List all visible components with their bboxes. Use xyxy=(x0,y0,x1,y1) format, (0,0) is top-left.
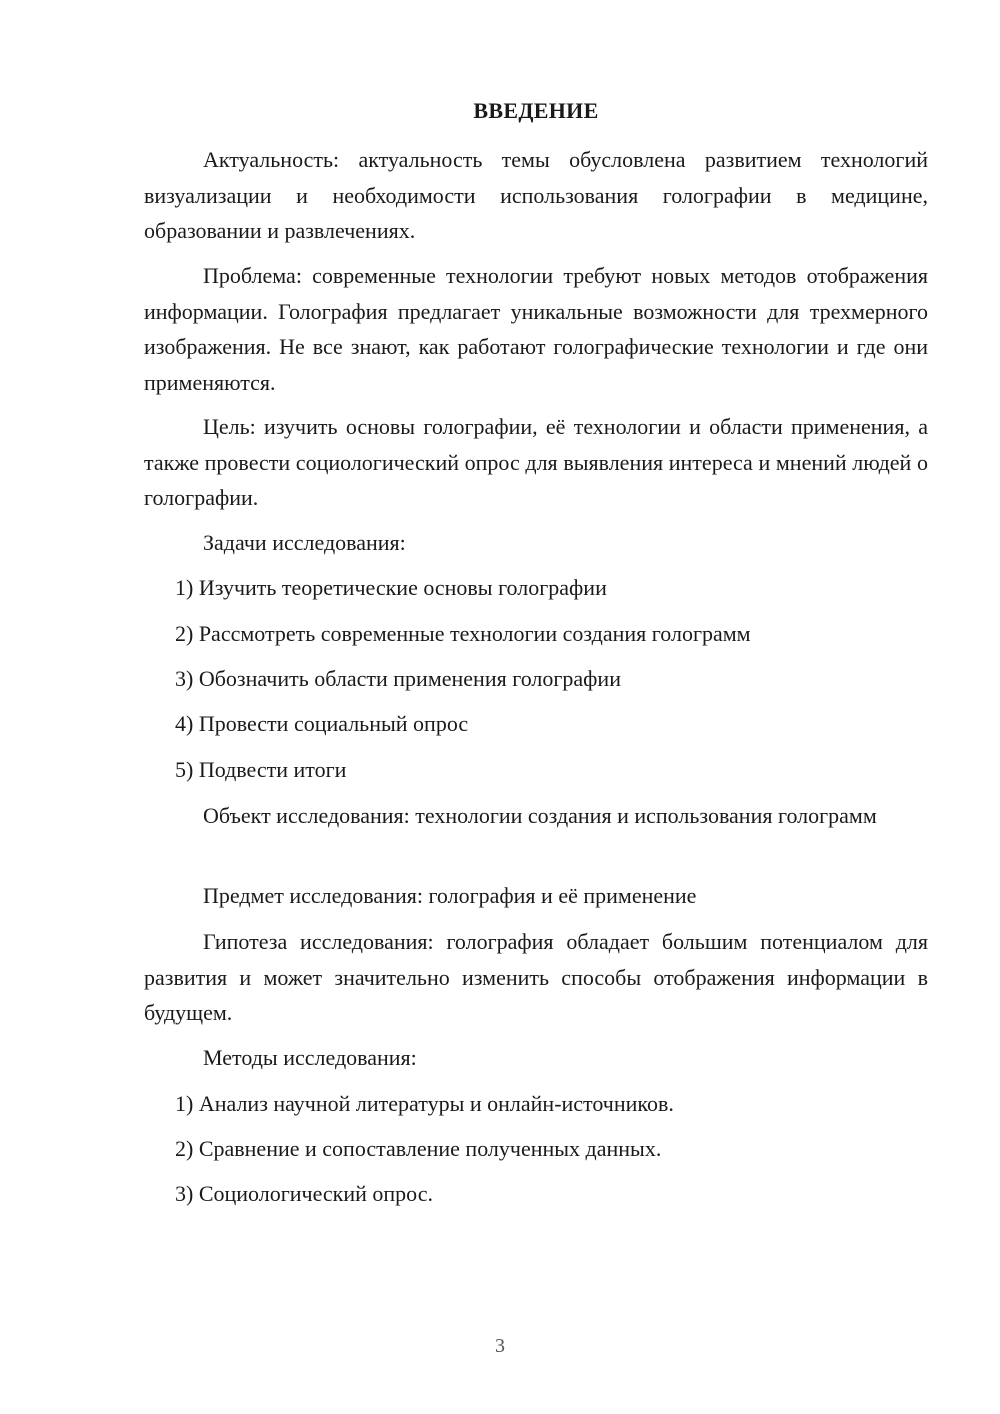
relevance-paragraph: Актуальность: актуальность темы обусловлена развитием технологий визуализации и необходимости использования голографии в медицине, образовании и развлечениях. xyxy=(144,147,928,243)
object-paragraph: Объект исследования: технологии создания и использования голограмм xyxy=(203,803,877,828)
method-item: 3) Социологический опрос. xyxy=(175,1181,433,1206)
page-number: 3 xyxy=(495,1335,505,1357)
method-item: 2) Сравнение и сопоставление полученных данных. xyxy=(175,1136,662,1161)
task-item: 5) Подвести итоги xyxy=(175,757,347,782)
tasks-heading: Задачи исследования: xyxy=(203,530,406,555)
hypothesis-paragraph: Гипотеза исследования: голография обладает большим потенциалом для развития и может значительно изменить способы отображения информации в будущем. xyxy=(144,929,928,1025)
goal-paragraph: Цель: изучить основы голографии, её технологии и области применения, а также провести социологический опрос для выявления интереса и мнений людей о голографии. xyxy=(144,414,928,510)
task-item: 3) Обозначить области применения голографии xyxy=(175,666,621,691)
methods-heading: Методы исследования: xyxy=(203,1045,417,1070)
subject-paragraph: Предмет исследования: голография и её применение xyxy=(203,883,697,908)
problem-paragraph: Проблема: современные технологии требуют новых методов отображения информации. Голография предлагает уникальные возможности для трехмерного изображения. Не все знают, как работают голографические технологии и где они применяются. xyxy=(144,263,928,395)
task-item: 4) Провести социальный опрос xyxy=(175,711,469,736)
document-title: ВВЕДЕНИЕ xyxy=(473,98,599,123)
task-item: 2) Рассмотреть современные технологии создания голограмм xyxy=(175,621,751,646)
method-item: 1) Анализ научной литературы и онлайн-источников. xyxy=(175,1091,674,1116)
task-item: 1) Изучить теоретические основы голографии xyxy=(175,575,607,600)
